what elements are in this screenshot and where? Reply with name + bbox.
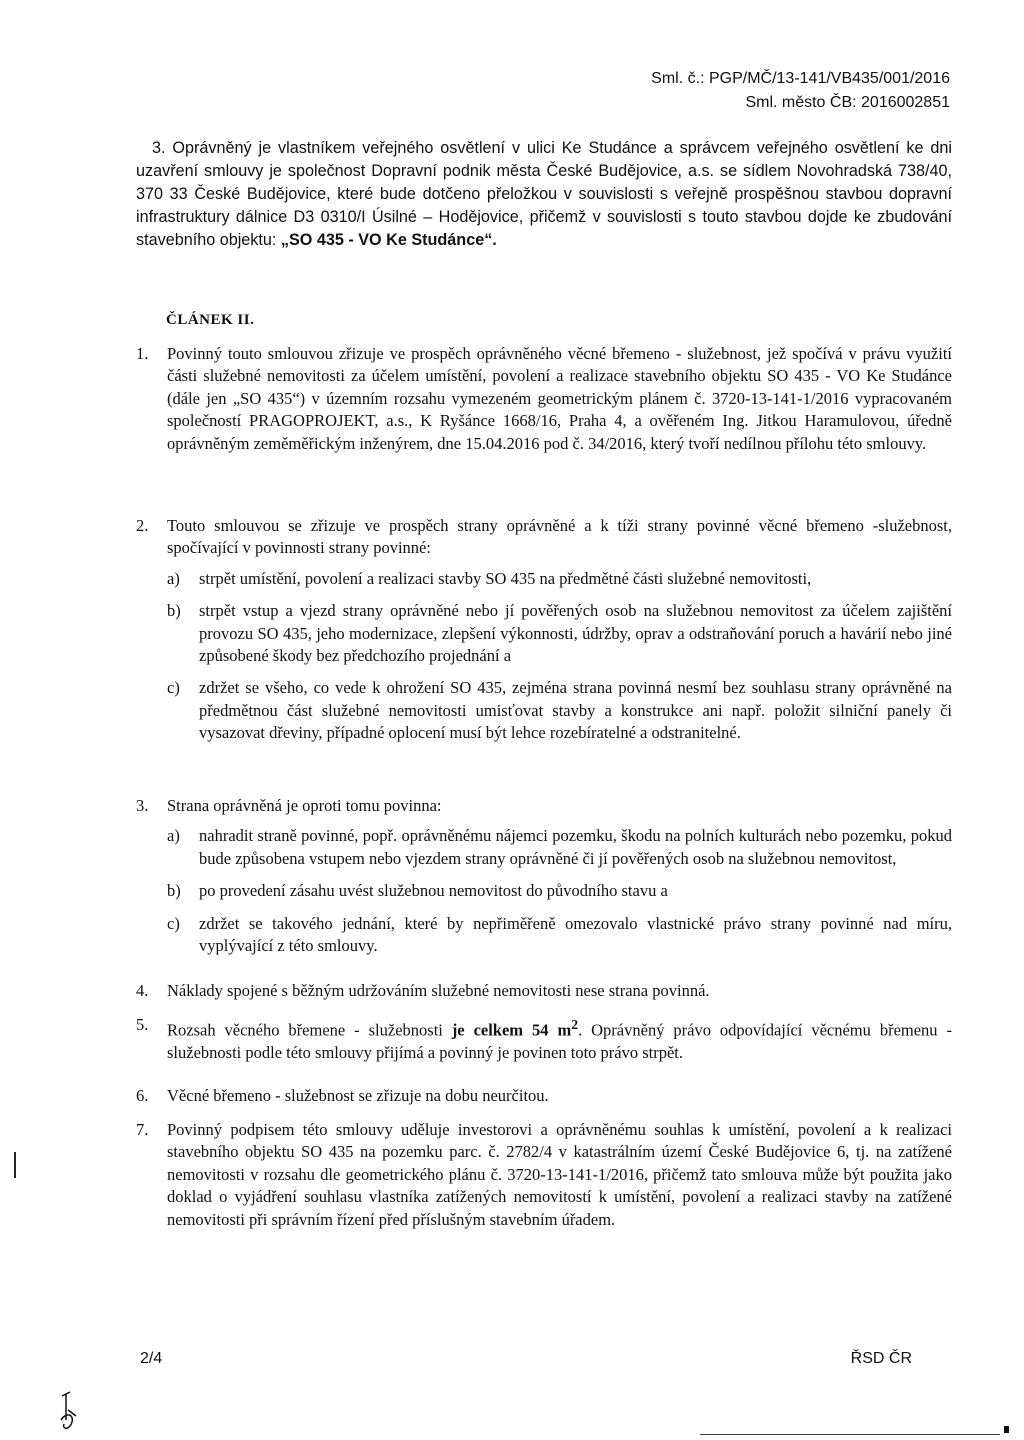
sub-letter: c): [167, 678, 180, 698]
clause-3-sub-c: [167, 913, 952, 958]
sub-text: strpět vstup a vjezd strany oprávněné nebo jí pověřených osob na služebnou nemovitost za účelem zajištění provozu SO 435, jeho modernizace, zlepšení výkonnosti, údržby, oprav a odstraňování poruch a havárií nebo jiné způsobené škody bez předchozího projednání a: [199, 601, 952, 666]
intro-paragraph: [136, 137, 952, 252]
sub-text: po provedení zásahu uvést služebnou nemovitost do původního stavu a: [199, 881, 668, 901]
clause-4: [136, 980, 952, 1002]
scan-edge-mark: [14, 1152, 16, 1178]
clause-3-sub-b: [167, 880, 952, 902]
clause-number: 1.: [136, 344, 149, 363]
clause-1: [136, 343, 952, 455]
clause-text: Věcné břemeno - služebnost se zřizuje na dobu neurčitou.: [167, 1086, 549, 1105]
initials-signature: [58, 1390, 80, 1434]
intro-text: Oprávněný je vlastníkem veřejného osvětlení v ulici Ke Studánce a správcem veřejného osvětlení ke dni uzavření smlouvy je společnost Dopravní podnik města České Budějovice, a.s. se sídlem Novohradská 738/40, 370 33 České Budějovice, které bude dotčeno přeložkou v souvislosti s veřejně prospěšnou stavbou dopravní infrastruktury dálnice D3 0310/I Úsilné – Hodějovice, přičemž v souvislosti s touto stavbou dojde ke zbudování stavebního objektu:: [136, 139, 952, 249]
clause-text: Povinný podpisem této smlouvy uděluje investorovi a oprávněnému souhlas k umístění, povolení a k realizaci stavebního objektu SO 435 na pozemku parc. č. 2782/4 v katastrálním území České Budějovice 6, tj. na zatížené nemovitosti v rozsahu dle geometrického plánu č. 3720-13-141-1/2016, přičemž tato smlouva může být použita jako doklad o vyjádření souhlasu vlastníka zatížených nemovitostí k umístění, povolení a realizaci stavby na zatížené nemovitosti při správním řízení před příslušným stavebním úřadem.: [167, 1120, 952, 1229]
clause-number: 4.: [136, 981, 149, 1000]
sub-letter: a): [167, 826, 180, 846]
clause-text: Náklady spojené s běžným udržováním služebné nemovitosti nese strana povinná.: [167, 981, 710, 1000]
sub-text: zdržet se všeho, co vede k ohrožení SO 435, zejména strana povinná nesmí bez souhlasu strany oprávněné na předmětnou část služebné nemovitosti umisťovat stavby a konstrukce ani např. položit silniční panely či vysazovat dřeviny, případné oplocení musí být lehce rozebíratelné a odstranitelné.: [199, 678, 952, 743]
clause-number: 6.: [136, 1086, 149, 1105]
sub-letter: b): [167, 601, 181, 621]
intro-object-name: „SO 435 - VO Ke Studánce“.: [280, 231, 497, 249]
clause-2: [136, 515, 952, 745]
intro-number: 3.: [152, 139, 166, 157]
contract-header: [651, 67, 950, 115]
area-value: je celkem 54 m: [451, 1020, 572, 1040]
bottom-rule: [700, 1434, 1000, 1435]
clause-3-sub-a: [167, 825, 952, 870]
clause-5: [136, 1014, 952, 1064]
sub-text: strpět umístění, povolení a realizaci stavby SO 435 na předmětné části služebné nemovitosti,: [199, 568, 812, 588]
clause-text: Strana oprávněná je oproti tomu povinna:: [167, 796, 442, 815]
page-number: 2/4: [140, 1350, 163, 1367]
organization-mark: ŘSD ČR: [850, 1350, 912, 1367]
contract-number: Sml. č.: PGP/MČ/13-141/VB435/001/2016: [651, 70, 950, 87]
area-unit-exponent: 2: [571, 1017, 579, 1032]
clause-2-sub-c: [167, 677, 952, 744]
sub-letter: c): [167, 913, 180, 933]
clause-number: 2.: [136, 516, 149, 535]
clause-number: 7.: [136, 1120, 149, 1139]
clause-6: [136, 1085, 952, 1107]
clause-text: Povinný touto smlouvou zřizuje ve prospěch oprávněného věcné břemeno - služebnost, jež spočívá v právu využití části služebné nemovitosti za účelem umístění, povolení a realizace stavebního objektu SO 435 - VO Ke Studánce (dále jen „SO 435“) v územním rozsahu vymezeném geometrickým plánem č. 3720-13-141-1/2016 vypracovaném společností PRAGOPROJEKT, a.s., K Ryšánce 1668/16, Praha 4, a ověřeném Ing. Jitkou Haramulovou, úředně oprávněným zeměměřickým inženýrem, dne 15.04.2016 pod č. 34/2016, který tvoří nedílnou přílohu této smlouvy.: [167, 344, 952, 453]
clause-2-sub-b: [167, 600, 952, 667]
bottom-mark: [1004, 1426, 1009, 1433]
article-heading: ČLÁNEK II.: [166, 312, 255, 328]
clause-7: [136, 1119, 952, 1231]
city-contract-number: Sml. město ČB: 2016002851: [745, 94, 950, 111]
clause-number: 3.: [136, 796, 149, 815]
sub-letter: b): [167, 881, 181, 901]
sub-text: zdržet se takového jednání, které by nepřiměřeně omezovalo vlastnické právo strany povinné nad míru, vyplývající z této smlouvy.: [199, 913, 952, 956]
sub-text: nahradit straně povinné, popř. oprávněnému nájemci pozemku, škodu na polních kulturách nebo pozemku, pokud bude způsobena vstupem nebo vjezdem strany oprávněné či jí pověřených osob na služebnou nemovitost,: [199, 826, 952, 868]
clause-2-sub-a: [167, 568, 952, 590]
clause-number: 5.: [136, 1015, 149, 1034]
clause-3: [136, 795, 952, 957]
sub-letter: a): [167, 568, 180, 588]
clause-text: Touto smlouvou se zřizuje ve prospěch strany oprávněné a k tíži strany povinné věcné břemeno -služebnost, spočívající v povinnosti strany povinné:: [167, 516, 952, 558]
clause-text: Rozsah věcného břemene - služebnosti je celkem 54 $m^2$. Oprávněný právo odpovídající věcnému břemenu - služebnosti podle této smlouvy přijímá a povinný je povinen toto právo strpět.: [167, 1017, 952, 1062]
